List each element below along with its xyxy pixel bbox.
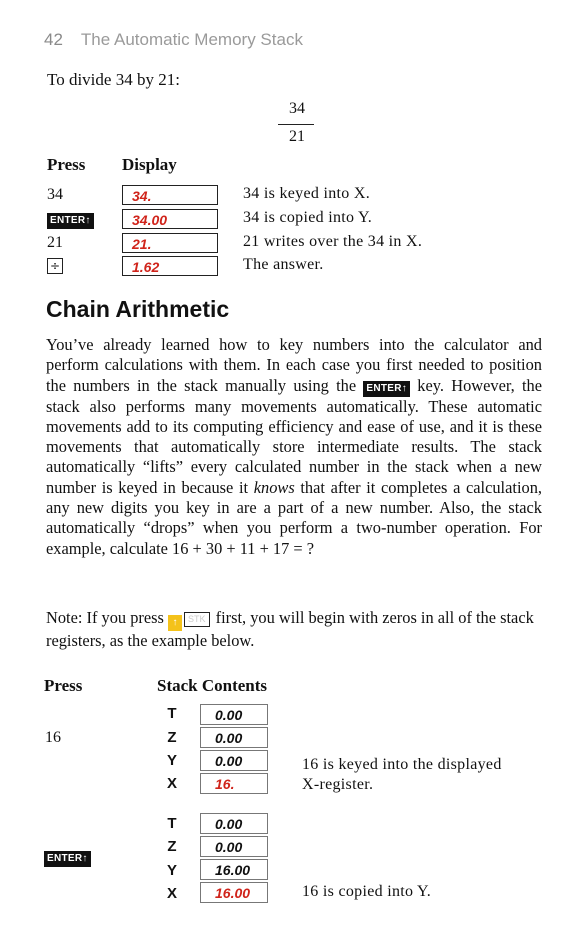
- register-z-value: 0.00: [200, 836, 268, 857]
- intro-text: To divide 34 by 21:: [47, 70, 180, 89]
- fraction-numerator: 34: [289, 100, 305, 117]
- note-paragraph: [46, 608, 542, 651]
- paragraph-text: You’ve already learned how to key numbers into the calculator and perform calculations with them. In each case you first needed to position the numbers in the stack manually using the: [46, 335, 542, 395]
- display-column-heading: Display: [122, 155, 177, 174]
- fraction-bar: [278, 124, 314, 125]
- register-x-value: 16.: [200, 773, 268, 794]
- register-t-value: 0.00: [200, 704, 268, 725]
- section-heading: Chain Arithmetic: [46, 296, 230, 322]
- step-description: 34 is copied into Y.: [243, 209, 373, 226]
- step-description: X-register.: [302, 776, 374, 793]
- display-readout: 34.: [122, 185, 218, 205]
- register-label-x: X: [166, 885, 177, 902]
- page-header: [44, 30, 303, 50]
- step-description: 34 is keyed into X.: [243, 185, 371, 202]
- register-x-value: 16.00: [200, 882, 268, 903]
- register-y-value: 0.00: [200, 750, 268, 771]
- register-label-t: T: [167, 815, 177, 832]
- paragraph-text: that after it completes a calculation, any new digits you key in are a part of a new number. Also, the stack automatically “drops” when you perform a two-number operation. For example, calculate 16 + 30 + 11 + 17 = ?: [46, 477, 542, 558]
- register-label-t: T: [167, 705, 177, 722]
- enter-key-icon: ENTER↑: [363, 381, 410, 397]
- press-key-16: 16: [45, 729, 61, 746]
- note-text: Note: If you press: [46, 608, 168, 627]
- body-paragraph: [46, 335, 542, 559]
- register-y-value: 16.00: [200, 859, 268, 880]
- paragraph-emphasis: knows: [253, 477, 295, 497]
- press-key-21: 21: [47, 234, 63, 251]
- press-column-heading: Press: [47, 155, 86, 174]
- paragraph-text: key. However, the stack also performs many movements automatically. These automatic movements add to its computing efficiency and ease of use, and it is these movements that automatically store intermediate results. The stack automatically “lifts” every calculated number in the stack when a new number is keyed in because it: [46, 375, 543, 497]
- step-description: 16 is copied into Y.: [302, 883, 432, 900]
- step-description: The answer.: [243, 256, 324, 273]
- register-label-z: Z: [167, 838, 177, 855]
- note-text: first, you will begin with zeros in all of the stack registers, as the example below.: [46, 608, 534, 650]
- stack-contents-heading: Stack Contents: [157, 676, 268, 695]
- register-label-y: Y: [166, 752, 177, 769]
- step-description: 21 writes over the 34 in X.: [243, 233, 423, 250]
- page-number: 42: [44, 30, 63, 49]
- press-column-heading: Press: [44, 676, 83, 695]
- register-label-y: Y: [166, 862, 177, 879]
- stk-key-icon: STK: [184, 612, 210, 627]
- press-key-34: 34: [47, 186, 63, 203]
- register-label-x: X: [166, 775, 177, 792]
- enter-key-icon: ENTER↑: [47, 210, 94, 229]
- register-label-z: Z: [167, 729, 177, 746]
- register-z-value: 0.00: [200, 727, 268, 748]
- step-description: 16 is keyed into the displayed: [302, 756, 502, 773]
- display-readout: 1.62: [122, 256, 218, 276]
- chapter-title: The Automatic Memory Stack: [80, 30, 303, 49]
- display-readout: 34.00: [122, 209, 218, 229]
- display-readout: 21.: [122, 233, 218, 253]
- shift-key-icon: ↑: [168, 615, 182, 631]
- divide-key-icon: ÷: [47, 258, 63, 274]
- register-t-value: 0.00: [200, 813, 268, 834]
- fraction-denominator: 21: [289, 128, 305, 145]
- enter-key-icon: ENTER↑: [44, 848, 91, 867]
